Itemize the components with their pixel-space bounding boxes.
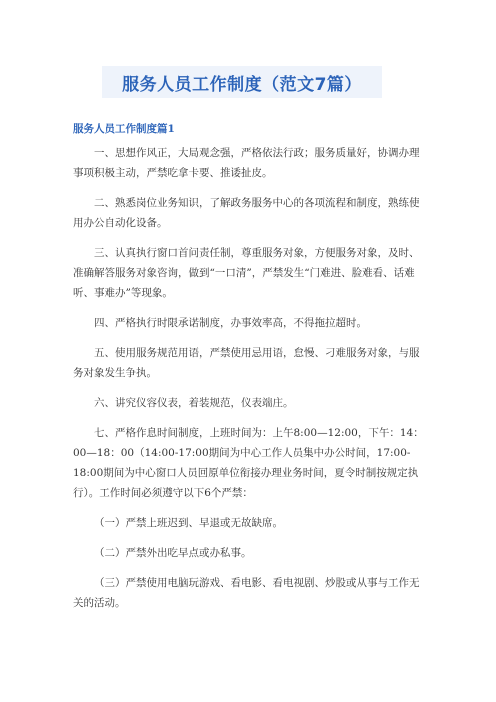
paragraph-4: 四、严格执行时限承诺制度，办事效率高，不得拖拉超时。 <box>94 317 367 329</box>
paragraph-9: （二）严禁外出吃早点或办私事。 <box>94 547 252 559</box>
paragraph-10: （三）严禁使用电脑玩游戏、看电影、看电视剧、炒股或从事与工作无关的活动。 <box>73 577 420 609</box>
paragraph-6: 六、讲究仪容仪表，着装规范，仪表端庄。 <box>94 397 294 409</box>
paragraph-8: （一）严禁上班迟到、早退或无故缺席。 <box>94 517 283 529</box>
title-banner <box>102 66 382 98</box>
paragraph-3: 三、认真执行窗口首问责任制，尊重服务对象，方便服务对象，及时、准确解答服务对象咨询，做到“一口清”，严禁发生“门难进、脸难看、话难听、事难办”等现象。 <box>73 247 420 299</box>
page-title: 服务人员工作制度（范文7篇） <box>122 74 362 95</box>
paragraph-5: 五、使用服务规范用语，严禁使用忌用语，怠慢、刁难服务对象，与服务对象发生争执。 <box>73 347 420 379</box>
paragraph-7: 七、严格作息时间制度，上班时间为：上午8:00—12:00，下午：14：00—18：00（14:00-17:00期间为中心工作人员集中办公时间，17:00-18:00期间为中心窗口人员回原单位衔接办理业务时间，夏令时制按规定执行）。工作时间必须遵守以下6个严禁： <box>73 427 424 499</box>
paragraph-2: 二、熟悉岗位业务知识，了解政务服务中心的各项流程和制度，熟练使用办公自动化设备。 <box>73 197 420 229</box>
paragraph-1: 一、思想作风正，大局观念强，严格依法行政；服务质量好，协调办理事项积极主动，严禁吃拿卡要、推诿扯皮。 <box>73 147 420 179</box>
section-title: 服务人员工作制度篇1 <box>73 123 175 135</box>
document-body <box>73 143 425 623</box>
